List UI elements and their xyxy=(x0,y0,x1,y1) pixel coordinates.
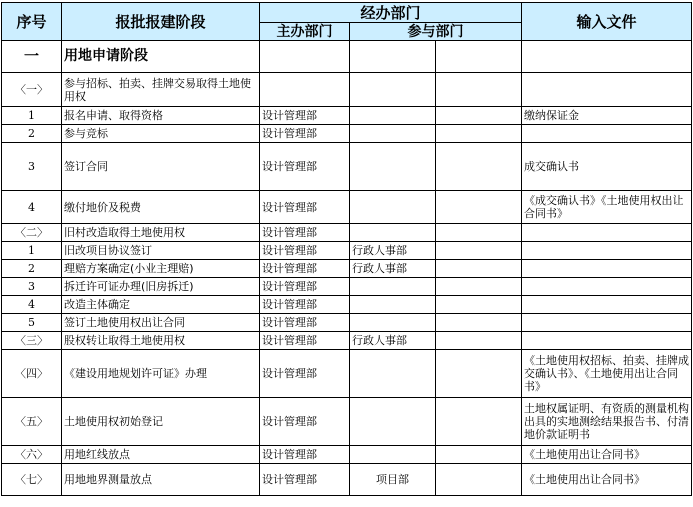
row-seq: 2 xyxy=(2,260,62,278)
table-row xyxy=(2,41,692,73)
table-row xyxy=(2,125,692,143)
row-input xyxy=(522,125,692,143)
row-seq: 1 xyxy=(2,242,62,260)
header-seq: 序号 xyxy=(2,3,62,41)
row-stage: 用地地界测量放点 xyxy=(62,464,260,496)
row-assist-extra xyxy=(436,296,522,314)
row-assist-extra xyxy=(436,125,522,143)
row-seq: 〈三〉 xyxy=(2,332,62,350)
row-assist-dept: 项目部 xyxy=(350,464,436,496)
row-assist-dept xyxy=(350,314,436,332)
row-assist-dept xyxy=(350,143,436,191)
row-input: 土地权属证明、有资质的测量机构出具的实地测绘结果报告书、付清地价款证明书 xyxy=(522,398,692,446)
row-seq: 3 xyxy=(2,143,62,191)
row-seq: 1 xyxy=(2,107,62,125)
row-assist-extra xyxy=(436,332,522,350)
row-assist-extra xyxy=(436,191,522,224)
row-assist-extra xyxy=(436,398,522,446)
row-input: 成交确认书 xyxy=(522,143,692,191)
row-main-dept: 设计管理部 xyxy=(260,398,350,446)
row-stage: 改造主体确定 xyxy=(62,296,260,314)
row-assist-extra xyxy=(436,260,522,278)
row-seq: 5 xyxy=(2,314,62,332)
row-assist-dept xyxy=(350,41,436,73)
row-main-dept: 设计管理部 xyxy=(260,332,350,350)
row-assist-dept xyxy=(350,446,436,464)
table-row xyxy=(2,446,692,464)
row-assist-dept xyxy=(350,73,436,107)
row-input: 缴纳保证金 xyxy=(522,107,692,125)
row-stage: 缴付地价及税费 xyxy=(62,191,260,224)
row-main-dept: 设计管理部 xyxy=(260,314,350,332)
row-stage: 股权转让取得土地使用权 xyxy=(62,332,260,350)
table-row xyxy=(2,350,692,398)
row-input: 《成交确认书》《土地使用权出让合同书》 xyxy=(522,191,692,224)
row-assist-dept xyxy=(350,350,436,398)
row-stage: 土地使用权初始登记 xyxy=(62,398,260,446)
row-seq: 〈五〉 xyxy=(2,398,62,446)
row-stage: 拆迁许可证办理(旧房拆迁) xyxy=(62,278,260,296)
row-input xyxy=(522,296,692,314)
row-stage: 报名申请、取得资格 xyxy=(62,107,260,125)
row-seq: 〈一〉 xyxy=(2,73,62,107)
table-row xyxy=(2,464,692,496)
row-seq: 4 xyxy=(2,191,62,224)
row-main-dept: 设计管理部 xyxy=(260,260,350,278)
row-stage: 《建设用地规划许可证》办理 xyxy=(62,350,260,398)
table-row xyxy=(2,191,692,224)
table-row xyxy=(2,260,692,278)
row-seq: 2 xyxy=(2,125,62,143)
row-assist-extra xyxy=(436,350,522,398)
header-stage: 报批报建阶段 xyxy=(62,3,260,41)
row-assist-extra xyxy=(436,224,522,242)
header-dept: 经办部门 xyxy=(260,3,522,23)
row-main-dept: 设计管理部 xyxy=(260,278,350,296)
row-input xyxy=(522,278,692,296)
row-seq: 〈七〉 xyxy=(2,464,62,496)
row-stage: 理赔方案确定(小业主理赔) xyxy=(62,260,260,278)
row-seq: 3 xyxy=(2,278,62,296)
row-seq: 〈四〉 xyxy=(2,350,62,398)
header-assist-dept: 参与部门 xyxy=(350,23,522,41)
row-assist-dept: 行政人事部 xyxy=(350,260,436,278)
table-row xyxy=(2,314,692,332)
header-input: 输入文件 xyxy=(522,3,692,41)
row-assist-extra xyxy=(436,107,522,125)
row-assist-dept xyxy=(350,107,436,125)
row-seq: 一 xyxy=(2,41,62,73)
row-assist-dept xyxy=(350,296,436,314)
header-main-dept: 主办部门 xyxy=(260,23,350,41)
row-assist-dept xyxy=(350,278,436,296)
row-assist-extra xyxy=(436,242,522,260)
row-assist-extra xyxy=(436,464,522,496)
row-assist-dept xyxy=(350,398,436,446)
row-main-dept: 设计管理部 xyxy=(260,350,350,398)
table-row xyxy=(2,332,692,350)
row-seq: 〈六〉 xyxy=(2,446,62,464)
row-assist-dept xyxy=(350,224,436,242)
row-assist-extra xyxy=(436,446,522,464)
row-seq: 4 xyxy=(2,296,62,314)
row-main-dept: 设计管理部 xyxy=(260,242,350,260)
row-seq: 〈二〉 xyxy=(2,224,62,242)
table-row xyxy=(2,73,692,107)
row-input xyxy=(522,73,692,107)
table-row xyxy=(2,107,692,125)
table-row xyxy=(2,224,692,242)
row-main-dept: 设计管理部 xyxy=(260,464,350,496)
row-assist-extra xyxy=(436,278,522,296)
row-main-dept: 设计管理部 xyxy=(260,143,350,191)
row-stage: 旧村改造取得土地使用权 xyxy=(62,224,260,242)
row-stage: 参与竞标 xyxy=(62,125,260,143)
row-assist-extra xyxy=(436,73,522,107)
row-main-dept: 设计管理部 xyxy=(260,296,350,314)
row-input: 《土地使用出让合同书》 xyxy=(522,446,692,464)
row-assist-dept: 行政人事部 xyxy=(350,242,436,260)
row-assist-extra xyxy=(436,143,522,191)
table-row xyxy=(2,296,692,314)
table-row xyxy=(2,398,692,446)
row-assist-dept xyxy=(350,125,436,143)
row-stage: 签订合同 xyxy=(62,143,260,191)
row-input xyxy=(522,224,692,242)
row-main-dept: 设计管理部 xyxy=(260,224,350,242)
row-main-dept xyxy=(260,41,350,73)
row-stage: 用地红线放点 xyxy=(62,446,260,464)
row-assist-extra xyxy=(436,314,522,332)
row-input xyxy=(522,242,692,260)
row-input: 《土地使用权招标、拍卖、挂牌成交确认书》、《土地使用出让合同书》 xyxy=(522,350,692,398)
row-main-dept xyxy=(260,73,350,107)
row-input xyxy=(522,332,692,350)
row-main-dept: 设计管理部 xyxy=(260,191,350,224)
row-main-dept: 设计管理部 xyxy=(260,107,350,125)
table-row xyxy=(2,242,692,260)
row-stage: 参与招标、拍卖、挂牌交易取得土地使用权 xyxy=(62,73,260,107)
table-row xyxy=(2,143,692,191)
row-assist-dept xyxy=(350,191,436,224)
approval-table xyxy=(1,2,692,496)
row-assist-extra xyxy=(436,41,522,73)
row-stage: 签订土地使用权出让合同 xyxy=(62,314,260,332)
row-stage: 旧改项目协议签订 xyxy=(62,242,260,260)
row-input xyxy=(522,314,692,332)
row-main-dept: 设计管理部 xyxy=(260,125,350,143)
row-stage: 用地申请阶段 xyxy=(62,41,260,73)
table-row xyxy=(2,278,692,296)
row-input: 《土地使用出让合同书》 xyxy=(522,464,692,496)
row-input xyxy=(522,260,692,278)
row-assist-dept: 行政人事部 xyxy=(350,332,436,350)
row-main-dept: 设计管理部 xyxy=(260,446,350,464)
row-input xyxy=(522,41,692,73)
